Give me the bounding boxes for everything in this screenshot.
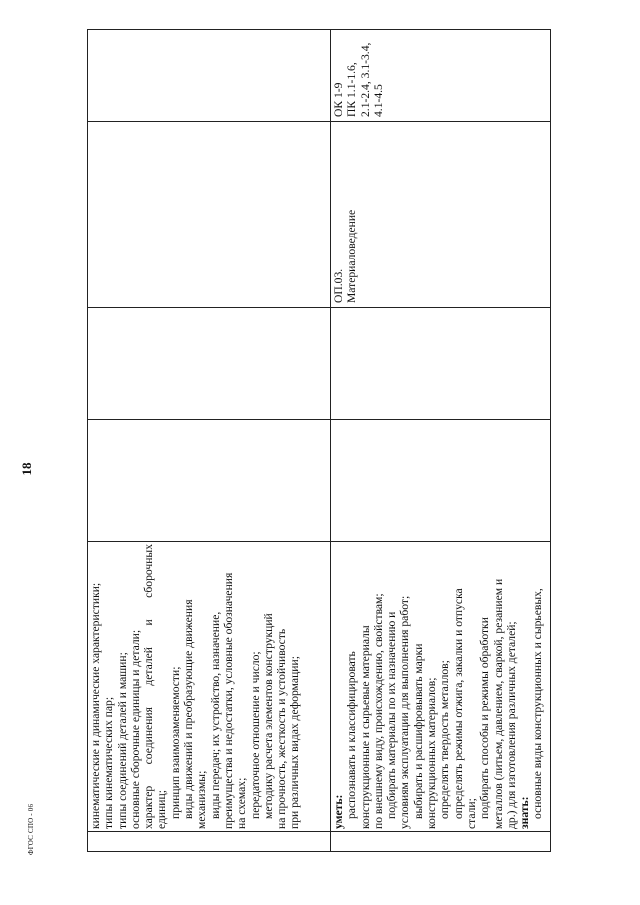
index-cell	[88, 832, 331, 852]
text-line: передаточное отношение и число;	[248, 651, 262, 819]
page-number: 18	[19, 462, 34, 476]
text-line: подбирать материалы по их назначению и	[385, 611, 399, 819]
empty-cell	[88, 122, 331, 308]
empty-cell	[331, 420, 551, 542]
text-line: на схемах;	[235, 777, 249, 829]
empty-cell	[88, 420, 331, 542]
text-line: механизмы;	[195, 770, 209, 829]
text-line: единиц;	[155, 790, 169, 829]
table-row	[331, 30, 551, 852]
text-line: по внешнему виду, происхождению, свойствам;	[371, 593, 385, 829]
text-line: методику расчета элементов конструкций	[261, 613, 275, 819]
competency-code: 4.1-4.5	[371, 84, 385, 117]
text-line: основные сборочные единицы и детали;	[128, 629, 142, 829]
text-line: принцип взаимозаменяемости;	[168, 666, 182, 819]
index-cell	[331, 832, 551, 852]
table-row	[88, 30, 331, 852]
requirements-table	[87, 29, 551, 852]
znat-heading: знать:	[518, 796, 532, 829]
text-line: виды передач; их устройство, назначение,	[208, 611, 222, 819]
text-line: определять режимы отжига, закалки и отпуска	[451, 588, 465, 819]
subject-code: ОП.03.	[332, 268, 345, 303]
competency-code: 2.1-2.4, 3.1-3.4,	[358, 42, 372, 117]
text-line: др.) для изготовления различных деталей;	[504, 621, 518, 829]
competency-code: ОК 1-9	[332, 82, 345, 117]
text-line: условиям эксплуатации для выполнения работ;	[398, 595, 412, 829]
text-line: конструкционные и сырьевые материалы	[358, 625, 372, 829]
text-line: определять твердость металлов;	[438, 660, 452, 819]
subject-name: Материаловедение	[345, 209, 359, 303]
text-line: виды движений и преобразующие движения	[182, 599, 196, 819]
subject-cell	[331, 122, 551, 308]
footer-code: ФГОС СПО - 06	[27, 803, 35, 855]
requirements-table-rotated	[87, 30, 550, 852]
text-line: конструкционных материалов;	[425, 677, 439, 829]
text-line: характер соединения деталей и сборочных	[142, 544, 156, 829]
text-line: типы кинематических пар;	[102, 696, 116, 829]
umet-heading: уметь:	[332, 794, 345, 829]
text-line: распознавать и классифицировать	[345, 651, 359, 819]
text-line: типы соединений деталей и машин;	[115, 652, 129, 829]
text-line: выбирать и расшифровывать марки	[411, 643, 425, 819]
text-line: подбирать способы и режимы обработки	[478, 617, 492, 819]
empty-cell	[331, 308, 551, 420]
requirements-cell	[88, 542, 331, 832]
text-line: металлов (литьем, давлением, сваркой, резанием и	[491, 578, 505, 829]
competency-codes-cell	[331, 30, 551, 122]
text-line: основные виды конструкционных и сырьевых,	[531, 588, 545, 819]
text-line: стали;	[464, 798, 478, 829]
requirements-cell	[331, 542, 551, 832]
text-line: кинематические и динамические характеристики;	[89, 582, 102, 829]
empty-cell	[88, 308, 331, 420]
competency-code: ПК 1.1-1.6,	[345, 62, 359, 117]
text-line: на прочность, жесткость и устойчивость	[275, 628, 289, 829]
text-line: преимущества и недостатки, условные обозначения	[221, 572, 235, 829]
empty-cell	[88, 30, 331, 122]
text-line: при различных видах деформации;	[288, 656, 302, 829]
